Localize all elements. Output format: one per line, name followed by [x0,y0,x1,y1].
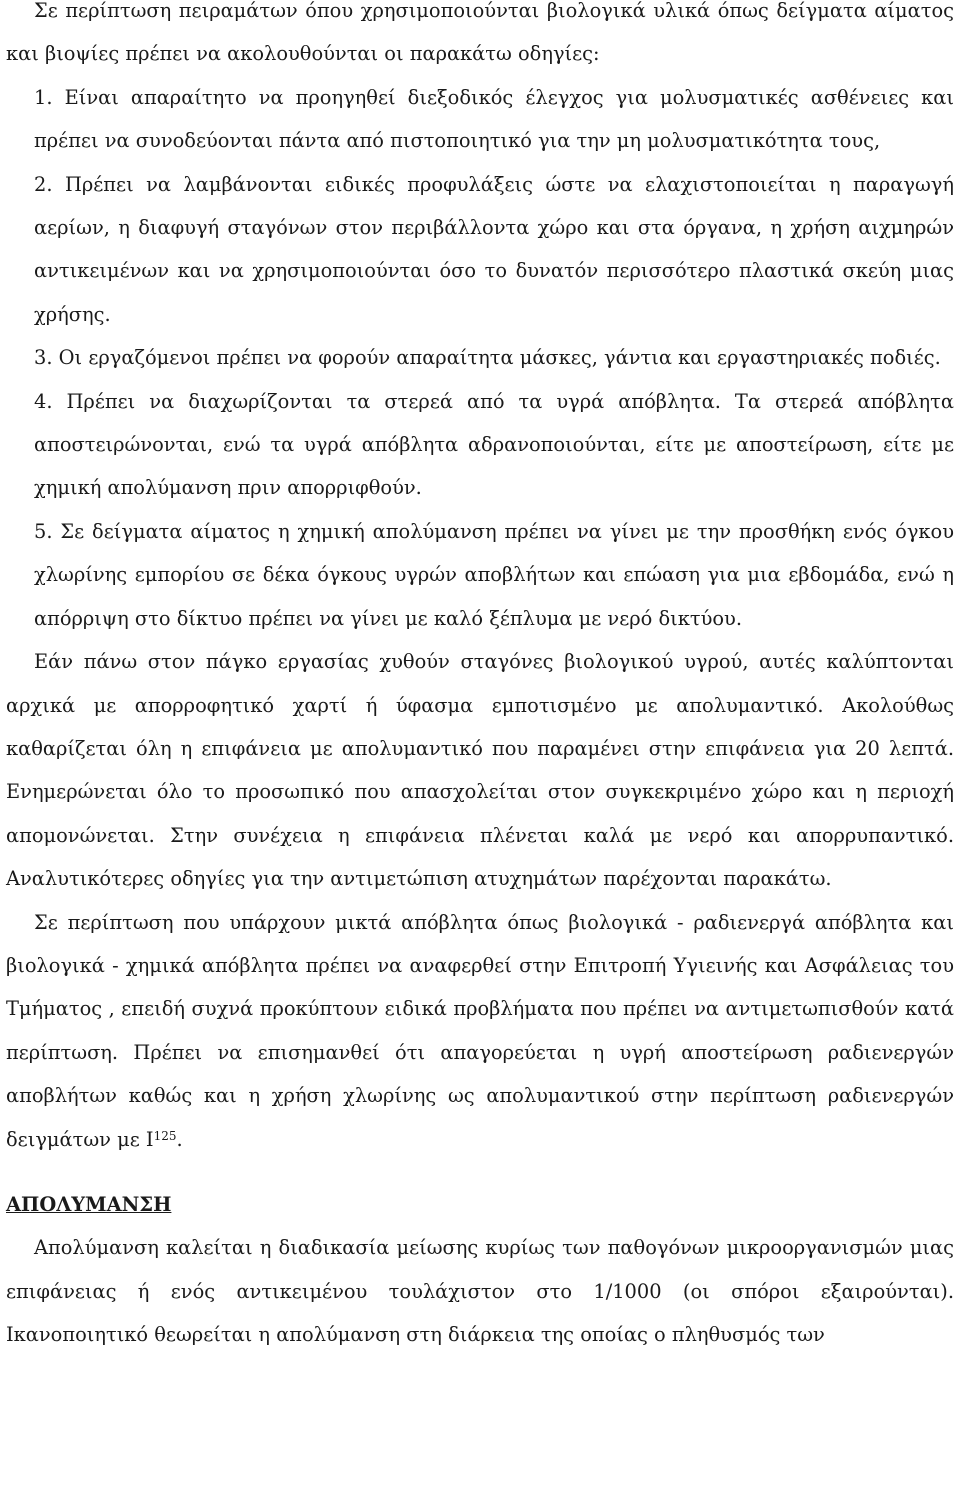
definition-paragraph: Απολύμανση καλείται η διαδικασία μείωσης κυρίως των παθογόνων μικροοργανισμών μιας επιφάνειας ή ενός αντικειμένου τουλάχιστον στο 1/1000 (οι σπόροι εξαιρούνται). Ικανοποιητικό θεωρείται η απολύμανση στη διάρκεια της οποίας ο πληθυσμός των [6,1236,954,1347]
mixed-waste-text: Σε περίπτωση που υπάρχουν μικτά απόβλητα όπως βιολογικά - ραδιενεργά απόβλητα και βιολογικά - χημικά απόβλητα πρέπει να αναφερθεί στην Επιτροπή Υγιεινής και Ασφάλειας του Τμήματος , επειδή συχνά προκύπτουν ειδικά προβλήματα που πρέπει να αντιμετωπισθούν κατά περίπτωση. Πρέπει να επισημανθεί ότι απαγορεύεται η υγρή αποστείρωση ραδιενεργών αποβλήτων καθώς και η χρήση χλωρίνης ως απολυμαντικού στην περίπτωση ραδιενεργών δειγμάτων με I [6,910,954,1151]
mixed-waste-paragraph [6,901,954,1161]
list-item-5: 5. Σε δείγματα αίματος η χημική απολύμανση πρέπει να γίνει με την προσθήκη ενός όγκου χλωρίνης εμπορίου σε δέκα όγκους υγρών αποβλήτων και επώαση για μια εβδομάδα, ενώ η απόρριψη στο δίκτυο πρέπει να γίνει με καλό ξέπλυμα με νερό δικτύου. [34,519,954,630]
mixed-waste-end: . [176,1127,183,1151]
intro-paragraph: Σε περίπτωση πειραμάτων όπου χρησιμοποιούνται βιολογικά υλικά όπως δείγματα αίματος και βιοψίες πρέπει να ακολουθούνται οι παρακάτω οδηγίες: [6,0,954,66]
list-item-1: 1. Είναι απαραίτητο να προηγηθεί διεξοδικός έλεγχος για μολυσματικές ασθένειες και πρέπει να συνοδεύονται πάντα από πιστοποιητικό για την μη μολυσματικότητα τους, [34,85,954,153]
section-gap [6,1161,954,1183]
section-heading: ΑΠΟΛΥΜΑΝΣΗ [6,1192,172,1216]
list-item-2: 2. Πρέπει να λαμβάνονται ειδικές προφυλάξεις ώστε να ελαχιστοποιείται η παραγωγή αερίων, η διαφυγή σταγόνων στον περιβάλλοντα χώρο και στα όργανα, η χρήση αιχμηρών αντικειμένων και να χρησιμοποιούνται όσο το δυνατόν περισσότερο πλαστικά σκεύη μιας χρήσης. [34,172,954,326]
spill-paragraph: Εάν πάνω στον πάγκο εργασίας χυθούν σταγόνες βιολογικού υγρού, αυτές καλύπτονται αρχικά με απορροφητικό χαρτί ή ύφασμα εμποτισμένο με απολυμαντικό. Ακολούθως καθαρίζεται όλη η επιφάνεια με απολυμαντικό που παραμένει στην επιφάνεια για 20 λεπτά. Ενημερώνεται όλο το προσωπικό που απασχολείται στον συγκεκριμένο χώρο και η περιοχή απομονώνεται. Στην συνέχεια η επιφάνεια πλένεται καλά με νερό και απορρυπαντικό. Αναλυτικότερες οδηγίες για την αντιμετώπιση ατυχημάτων παρέχονται παρακάτω. [6,650,954,891]
list-item-3: 3. Οι εργαζόμενοι πρέπει να φορούν απαραίτητα μάσκες, γάντια και εργαστηριακές ποδιές. [34,346,941,370]
list-item-4: 4. Πρέπει να διαχωρίζονται τα στερεά από τα υγρά απόβλητα. Τα στερεά απόβλητα αποστειρώνονται, ενώ τα υγρά απόβλητα αδρανοποιούνται, είτε με αποστείρωση, είτε με χημική απολύμανση πριν απορριφθούν. [34,389,954,500]
isotope-superscript: 125 [153,1128,177,1143]
